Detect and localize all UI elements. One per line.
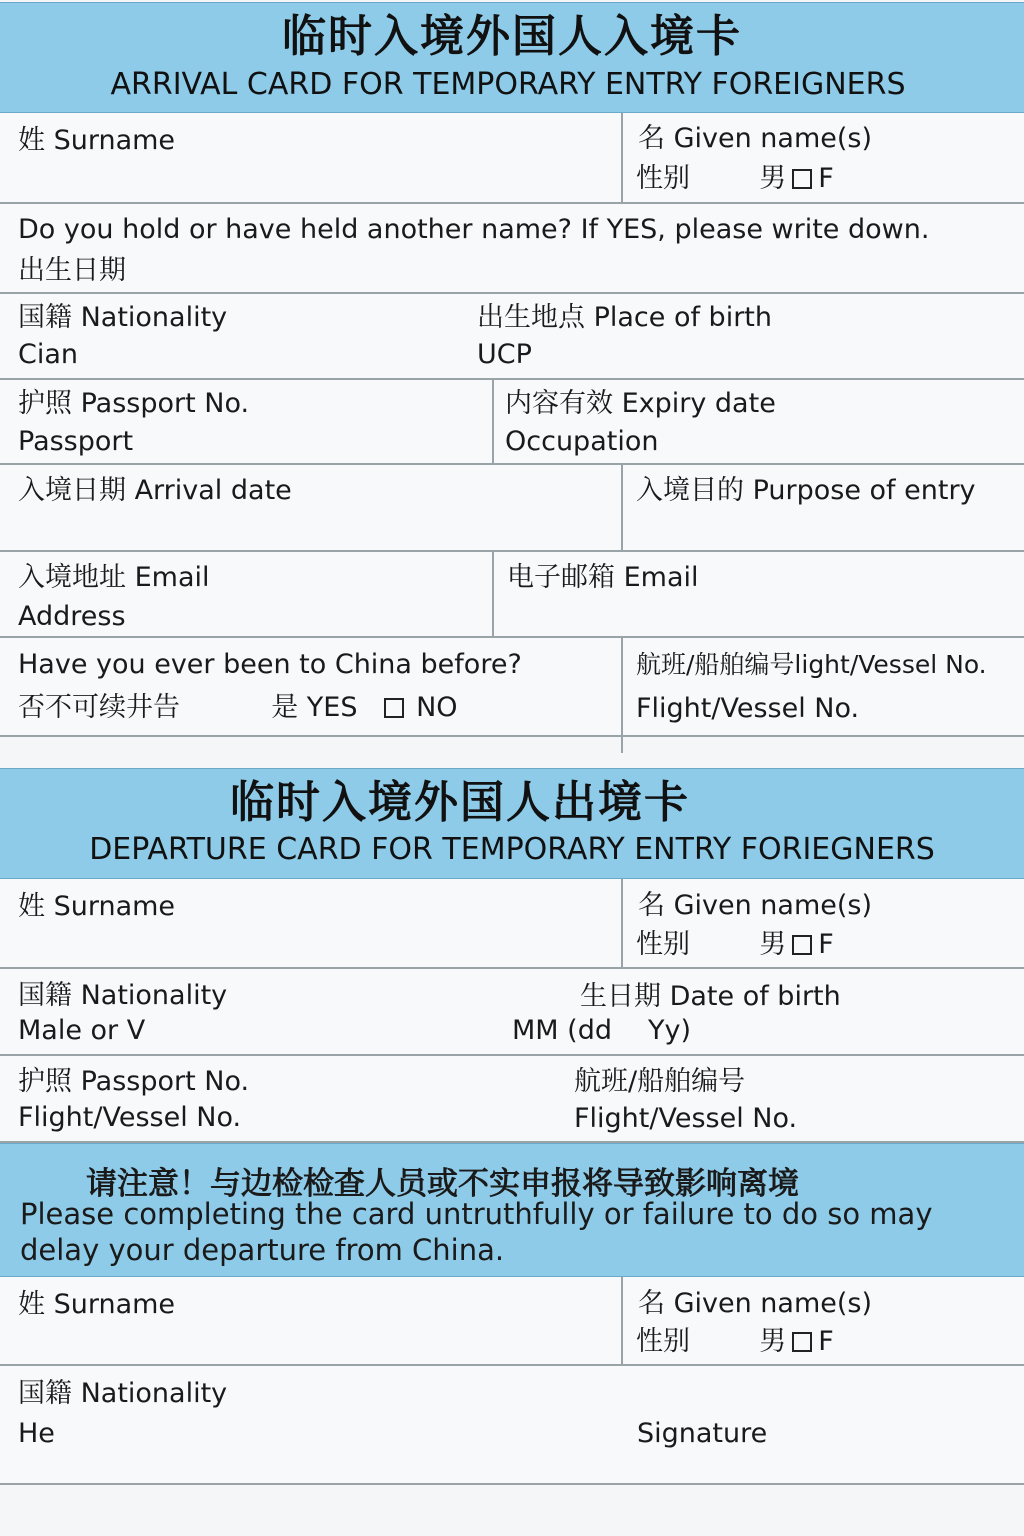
arrival-nationality-value[interactable]: Cian — [18, 339, 79, 370]
divider — [492, 552, 494, 636]
arrival-passport-value[interactable]: Passport — [18, 426, 134, 457]
no-checkbox[interactable] — [384, 698, 404, 718]
perforation-gap — [0, 737, 1024, 768]
yes-zh-label: 是 — [271, 692, 299, 723]
warning-notice-banner — [0, 1143, 1024, 1277]
departure-nationality-row — [0, 969, 1024, 1056]
divider — [492, 380, 494, 463]
arrival-date-row — [0, 465, 1024, 552]
sex-female-label: F — [818, 1326, 834, 1357]
been-to-china-answer — [18, 694, 458, 721]
divider — [621, 879, 623, 967]
departure-flight-field[interactable]: Flight/Vessel No. — [574, 1103, 798, 1134]
departure-flight-zh-label: 航班/船舶编号 — [574, 1066, 746, 1097]
arrival-date-field[interactable]: 入境日期 Arrival date — [18, 475, 292, 506]
divider — [621, 1277, 623, 1364]
been-to-china-question: Have you ever been to China before? — [18, 649, 522, 680]
been-zh-label: 否不可续井告 — [18, 692, 180, 723]
arrival-passport-row — [0, 380, 1024, 465]
arrival-title-en: ARRIVAL CARD FOR TEMPORARY ENTRY FOREIGNERS — [110, 67, 906, 102]
departure-sex-selector[interactable] — [636, 931, 834, 958]
warning-notice-zh: 请注意！与边检检查人员或不实申报将导致影响离境 — [86, 1166, 799, 1202]
sex-checkbox[interactable] — [792, 169, 812, 189]
arrival-prior-visit-row — [0, 638, 1024, 737]
date-of-birth-zh[interactable]: 出生日期 — [18, 255, 126, 286]
arrival-sex-selector[interactable] — [636, 165, 834, 192]
dob-format-year: Yy) — [647, 1015, 691, 1046]
sex-checkbox[interactable] — [792, 935, 812, 955]
departure-name-row — [0, 879, 1024, 969]
third-nationality-label: 国籍 Nationality — [18, 1378, 228, 1409]
sex-male-label: 男 — [759, 163, 787, 194]
sex-female-label: F — [818, 929, 834, 960]
purpose-of-entry-field[interactable]: 入境目的 Purpose of entry — [636, 475, 976, 506]
third-sex-selector[interactable] — [636, 1328, 834, 1355]
yes-option[interactable]: YES — [306, 692, 358, 723]
arrival-address-value[interactable]: Address — [18, 601, 126, 632]
sex-male-label: 男 — [759, 1326, 787, 1357]
departure-passport-row — [0, 1056, 1024, 1143]
arrival-passport-label: 护照 Passport No. — [18, 388, 250, 419]
divider — [621, 737, 623, 753]
sex-female-label: F — [818, 163, 834, 194]
departure-title-zh: 临时入境外国人出境卡 — [230, 777, 690, 828]
third-nationality-row — [0, 1366, 1024, 1485]
departure-nationality-value[interactable]: Male or V — [18, 1015, 146, 1046]
flight-vessel-label: 航班/船舶编号light/Vessel No. — [636, 650, 987, 679]
third-surname-field[interactable]: 姓 Surname — [18, 1289, 176, 1320]
dob-format-day: MM (dd — [512, 1015, 612, 1046]
departure-card-header — [0, 768, 1024, 879]
arrival-card-header — [0, 2, 1024, 113]
other-name-question: Do you hold or have held another name? If YES, please write down. — [18, 214, 930, 245]
divider — [621, 113, 623, 202]
place-of-birth-value[interactable]: UCP — [477, 339, 532, 370]
third-nationality-value[interactable]: He — [18, 1418, 55, 1449]
arrival-nationality-label: 国籍 Nationality — [18, 302, 228, 333]
sex-label: 性别 — [636, 929, 690, 960]
warning-notice-en: Please completing the card untruthfully or failure to do so may delay your departure from China. — [20, 1197, 933, 1267]
arrival-title-zh: 临时入境外国人入境卡 — [282, 11, 742, 62]
arrival-email-row — [0, 552, 1024, 638]
flight-vessel-field[interactable]: Flight/Vessel No. — [636, 693, 860, 724]
arrival-name-row — [0, 113, 1024, 204]
departure-passport-value[interactable]: Flight/Vessel No. — [18, 1102, 242, 1133]
date-of-birth-label: 生日期 Date of birth — [580, 981, 841, 1012]
divider — [621, 465, 623, 550]
third-given-name-field[interactable]: 名 Given name(s) — [638, 1288, 872, 1319]
arrival-surname-field[interactable]: 姓 Surname — [18, 125, 176, 156]
sex-male-label: 男 — [759, 929, 787, 960]
arrival-nationality-row — [0, 294, 1024, 380]
arrival-other-name-row — [0, 204, 1024, 294]
departure-passport-label: 护照 Passport No. — [18, 1066, 250, 1097]
departure-given-name-field[interactable]: 名 Given name(s) — [638, 890, 872, 921]
sex-label: 性别 — [636, 163, 690, 194]
sex-checkbox[interactable] — [792, 1332, 812, 1352]
arrival-given-name-field[interactable]: 名 Given name(s) — [638, 123, 872, 154]
departure-nationality-label: 国籍 Nationality — [18, 980, 228, 1011]
no-option[interactable]: NO — [416, 692, 458, 723]
departure-surname-field[interactable]: 姓 Surname — [18, 891, 176, 922]
third-name-row — [0, 1277, 1024, 1366]
place-of-birth-label: 出生地点 Place of birth — [477, 302, 772, 333]
arrival-address-label: 入境地址 Email — [18, 562, 210, 593]
departure-title-en: DEPARTURE CARD FOR TEMPORARY ENTRY FORIEGNERS — [89, 832, 935, 867]
email-field[interactable]: 电子邮箱 Email — [507, 562, 699, 593]
date-of-birth-format[interactable] — [512, 1017, 691, 1044]
expiry-date-label: 内容有效 Expiry date — [505, 388, 776, 419]
signature-field[interactable]: Signature — [637, 1418, 768, 1449]
occupation-field[interactable]: Occupation — [505, 426, 659, 457]
divider — [621, 638, 623, 735]
sex-label: 性别 — [636, 1326, 690, 1357]
